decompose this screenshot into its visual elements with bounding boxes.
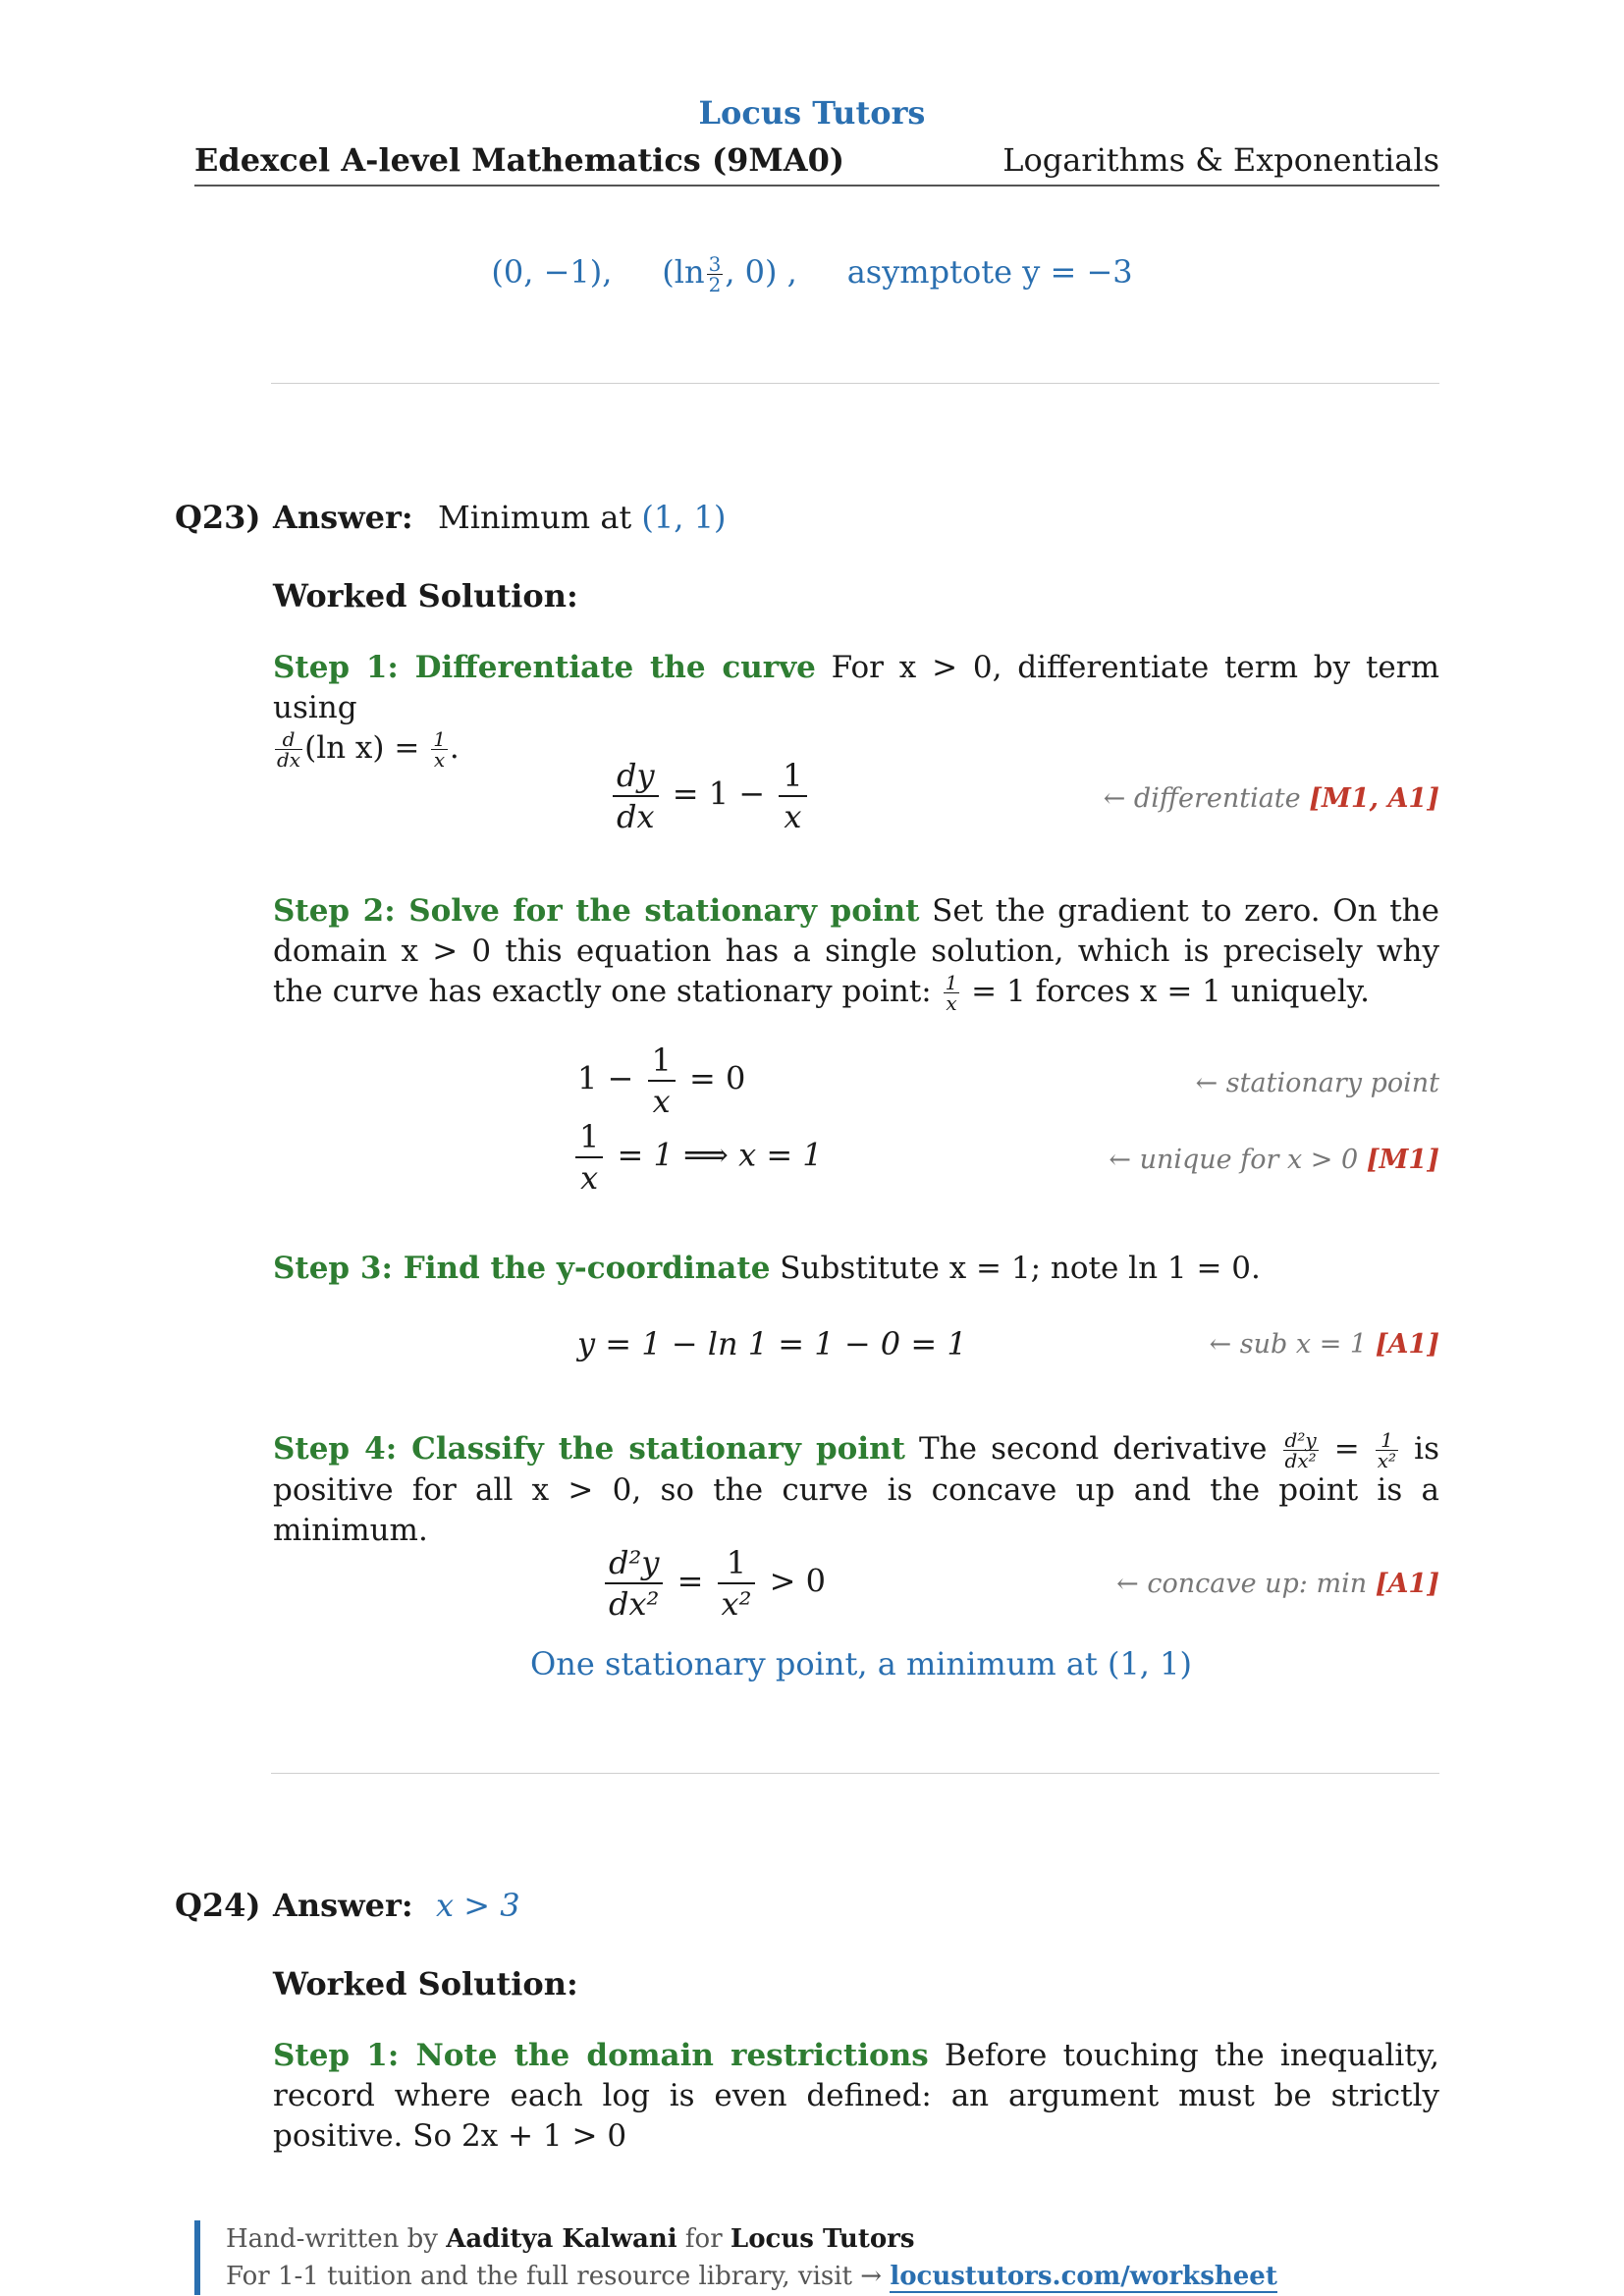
- point-2-post: , 0) ,: [725, 253, 797, 291]
- step-title: Step 1: Differentiate the curve: [273, 650, 816, 685]
- one-over-x: $\frac{1}{x}$: [433, 727, 446, 772]
- footer-author: Aaditya Kalwani: [446, 2224, 677, 2254]
- question-label: Q24): [175, 1887, 261, 1924]
- marks-badge: [A1]: [1375, 1329, 1439, 1360]
- step-title: Step 3: Find the y-coordinate: [273, 1251, 771, 1286]
- equation-post: = 1 ⟹ x = 1: [617, 1136, 823, 1174]
- step-text: The second derivative: [904, 1431, 1281, 1467]
- step-title: Step 1: Note the domain restrictions: [273, 2038, 929, 2073]
- one-over-x: $\frac{1}{x}$: [945, 971, 958, 1015]
- step-text-end: = 1 forces x = 1 uniquely.: [961, 974, 1370, 1009]
- fraction-numerator: 3: [708, 252, 722, 276]
- marks-badge: [A1]: [1375, 1569, 1439, 1599]
- equation-rhs: = 1 −: [672, 774, 766, 813]
- step-text: For x > 0, differentiate term by term using: [273, 650, 1439, 725]
- point-2: [662, 252, 807, 296]
- step-title: Step 2: Solve for the stationary point: [273, 893, 920, 929]
- equation-post: = 0: [689, 1059, 746, 1097]
- section-divider: [271, 1773, 1439, 1774]
- step-text: Substitute x = 1; note ln 1 = 0.: [770, 1251, 1261, 1286]
- step-4-paragraph: Step 4: Classify the stationary point The second derivative $\frac{\text{d²y}}{\text{dx²}}$ = $\frac{1}{\text{x²}}$ is positive for all x > 0, so the curve is concave up and the point is a minimum.: [273, 1428, 1439, 1548]
- fraction-denominator: 2: [708, 273, 722, 296]
- step-2-note-2: [1109, 1145, 1439, 1175]
- step-4-note: [1116, 1569, 1439, 1599]
- fraction: $\frac{1}{x}$: [779, 756, 806, 836]
- answer-label: Answer:: [273, 1887, 413, 1924]
- footer-accent-bar: [194, 2220, 200, 2295]
- equation-post: > 0: [769, 1562, 826, 1600]
- derivative-operator: $\frac{d}{dx}$: [277, 727, 301, 772]
- step-3-equation: y = 1 − ln 1 = 1 − 0 = 1: [577, 1325, 967, 1362]
- topic-title: Logarithms & Exponentials: [1002, 141, 1439, 179]
- fraction: $\frac{1}{x}$: [648, 1041, 676, 1121]
- step-3-note: [1210, 1329, 1439, 1360]
- step-2-paragraph: [273, 891, 1439, 1013]
- fraction: $\frac{1}{x}$: [575, 1117, 603, 1198]
- answer-value: (1, 1): [641, 499, 727, 536]
- step-2-note-1: [1196, 1068, 1439, 1098]
- step-text: Before touching the inequality, record where each log is even defined: an argument must be strictly positive. So 2x + 1 > 0: [273, 2038, 1439, 2154]
- marks-badge: [M1]: [1366, 1145, 1439, 1175]
- question-label: Q23): [175, 499, 261, 536]
- course-title: Edexcel A-level Mathematics (9MA0): [194, 141, 845, 179]
- annotation: ← differentiate: [1103, 783, 1301, 814]
- step-text-mid: is positive for all x > 0, so the curve is concave up and the point is a minimum.: [273, 1431, 1439, 1548]
- annotation: ← concave up: min: [1116, 1569, 1368, 1599]
- brand-title: Locus Tutors: [698, 94, 926, 132]
- point-1: (0, −1),: [491, 253, 613, 291]
- header-rule: [194, 185, 1439, 187]
- step-title: Step 4: Classify the stationary point: [273, 1431, 905, 1467]
- point-2-fraction: [707, 254, 724, 294]
- second-derivative: $\frac{\text{d²y}}{\text{dx²}}$: [605, 1543, 663, 1624]
- dy-dx: $\frac{dy}{dx}$: [613, 756, 659, 836]
- fraction: $\frac{1}{\text{x²}}$: [718, 1543, 756, 1624]
- footer-text: Hand-written by: [226, 2224, 447, 2254]
- answer-label: Answer:: [273, 499, 413, 536]
- footer-text: For 1-1 tuition and the full resource library, visit →: [226, 2262, 891, 2291]
- marks-badge: [M1, A1]: [1309, 783, 1439, 814]
- worked-solution-label: Worked Solution:: [273, 577, 578, 614]
- footer-brand: Locus Tutors: [730, 2224, 915, 2254]
- answer-prefix: Minimum at: [438, 499, 632, 536]
- annotation: ← sub x = 1: [1209, 1329, 1368, 1360]
- section-divider: [271, 383, 1439, 384]
- point-2-pre: (ln: [662, 253, 705, 291]
- step-1-note: [1104, 783, 1439, 814]
- footer-credit: [226, 2224, 915, 2254]
- footer-link[interactable]: locustutors.com/worksheet: [890, 2262, 1277, 2291]
- answer-text: [438, 499, 726, 536]
- one-over-x-squared: $\frac{1}{\text{x²}}$: [1377, 1428, 1397, 1472]
- step-text: Set the gradient to zero. On the domain x > 0 this equation has a single solution, which is precisely why the curve has exactly one stationary point:: [273, 893, 1439, 1009]
- step-1-paragraph: [273, 2036, 1439, 2157]
- step-3-paragraph: [273, 1249, 1439, 1289]
- equation-pre: 1 −: [577, 1059, 634, 1097]
- second-derivative-inline: $\frac{\text{d²y}}{\text{dx²}}$: [1284, 1428, 1317, 1472]
- step-text-2: (ln x) =: [304, 730, 430, 766]
- step-1-equation: [609, 756, 811, 836]
- annotation: ← stationary point: [1195, 1068, 1439, 1098]
- equals-sign: =: [677, 1562, 704, 1600]
- previous-result: [0, 253, 1624, 294]
- step-4-equation: [601, 1543, 826, 1624]
- step-2-equation-2: [571, 1117, 823, 1198]
- asymptote: asymptote y = −3: [846, 253, 1133, 291]
- answer-value: x > 3: [436, 1887, 520, 1924]
- worked-solution-label: Worked Solution:: [273, 1965, 578, 2002]
- footer-visit: [226, 2262, 1277, 2291]
- step-2-equation-1: [577, 1041, 745, 1121]
- step-1-paragraph: Step 1: Differentiate the curve For x > 0, differentiate term by term using $\frac{d}{dx}$ (ln x) = $\frac{1}{x}$ .: [273, 650, 1439, 772]
- footer-text: for: [677, 2224, 731, 2254]
- annotation: ← unique for x > 0: [1109, 1145, 1359, 1175]
- conclusion: One stationary point, a minimum at (1, 1): [530, 1645, 1192, 1682]
